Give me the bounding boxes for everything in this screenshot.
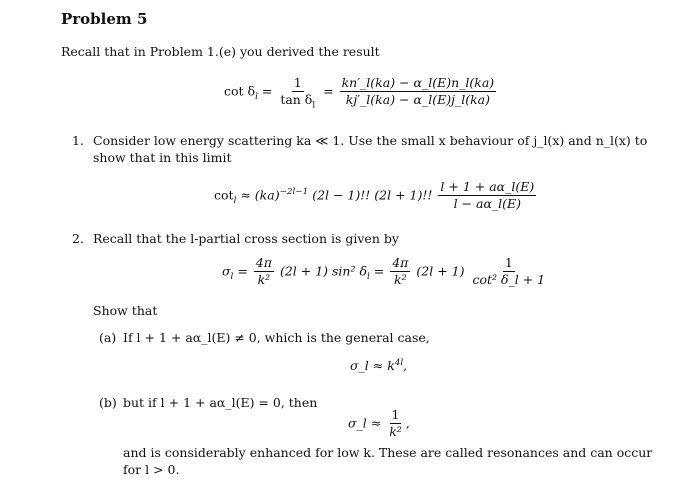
main-eq-frac2-num: kn′_l(ka) − α_l(E)n_l(ka) [340,76,497,92]
part1-line2: show that in this limit [93,150,232,165]
part1-eq-frac-num: l + 1 + aα_l(E) [438,180,536,196]
part1-marker: 1. [72,133,84,148]
part2a-text: If l + 1 + aα_l(E) ≠ 0, which is the general case, [123,330,430,345]
part1-line1: Consider low energy scattering ka ≪ 1. Use the small x behaviour of j_l(x) and n_l(x) to [93,133,648,148]
part2-line1: Recall that the l-partial cross section is given by [93,231,399,246]
part1-eq-lhs: cot [214,187,234,203]
part2-eq-right-frac-num: 4π [390,256,410,272]
part2-eq-left-frac-den: k² [257,272,271,288]
part1-eq-mid: (2l − 1)!! (2l + 1)!! [312,187,433,203]
part2b-eq-lhs: σ_l ≈ [348,415,382,431]
show-that-text: Show that [93,303,158,318]
part2a-eq: σ_l ≈ k [350,358,395,373]
part2-eq-right-frac [390,256,410,288]
part2-eq-last-frac [470,256,547,288]
part2a-eq-exp: 4l [394,357,404,368]
closing-line2: for l > 0. [123,462,180,477]
part2b-equation [348,408,410,440]
main-eq-frac2 [340,76,497,108]
intro-text: Recall that in Problem 1.(e) you derived the result [61,44,380,59]
closing-line1: and is considerably enhanced for low k. These are called resonances and can occur [123,445,653,460]
part2-eq-left-body: (2l + 1) sin² δ [279,263,367,279]
main-eq-frac1 [278,75,317,111]
main-equation: $\cot \delta_l$ = $\frac{1}{\tan \delta_l}$ = $\frac{kn'\_l(ka) - \alpha\_l(E)n\_l(ka)}{kj'\_l(ka) - \alpha\_l(E)j\_l(ka)}$ [224,75,495,111]
part2b-marker: (b) [99,395,117,410]
part2-eq-right-frac-den: k² [394,272,407,288]
part2-eq-left-frac-num: 4π [254,256,274,272]
main-eq-frac1-num: 1 [292,76,304,92]
part2-eq-left-frac [254,256,274,288]
part2-eq-last-num: 1 [503,256,515,272]
part1-eq-body: ≈ (ka) [240,187,280,203]
part2b-eq-num: 1 [390,408,402,424]
part2a-eq-tail: , [403,358,408,373]
part2b-eq-frac [387,408,404,440]
part2-eq-last-den: cot² δ_l + 1 [472,272,546,288]
part2-equation: $\sigma_l$ = $\frac{4\pi}{\text{k²}}$ (2l + 1) sin² $\delta_l$ = $\frac{4\pi}{\text{k²}}$ (2l + 1) $\frac{1}{\text{cot² δ\_l + 1}}$ [222,255,546,288]
main-eq-frac1-den: tan δ [280,92,313,108]
part2-marker: 2. [72,231,84,246]
main-eq-lhs-sub: l [255,91,258,102]
part1-equation: $\cot_l \approx (ka)^{-2l-1}$ (2l − 1)!! (2l + 1)!! $\frac{l + 1 + a\alpha\_l(E)}{l - a\alpha\_l(E)}$ [214,179,535,212]
part2-eq-sigma: σ [222,263,231,279]
main-eq-frac2-den: kj′_l(ka) − α_l(E)j_l(ka) [345,92,490,108]
main-eq-lhs: cot δ [224,83,256,99]
part2b-eq-tail: , [405,415,410,431]
part1-eq-frac [438,180,536,212]
main-eq-frac1-den-sub: l [312,100,316,111]
part1-eq-frac-den: l − aα_l(E) [453,196,522,212]
part1-eq-exp: −2l−1 [279,187,309,198]
part2b-eq-den: k² [389,424,402,440]
part2a-equation [350,358,407,373]
problem-title: Problem 5 [61,10,148,28]
part2b-text: but if l + 1 + aα_l(E) = 0, then [123,395,318,410]
part2-eq-right-body: (2l + 1) [416,263,465,279]
part2a-marker: (a) [99,330,117,345]
